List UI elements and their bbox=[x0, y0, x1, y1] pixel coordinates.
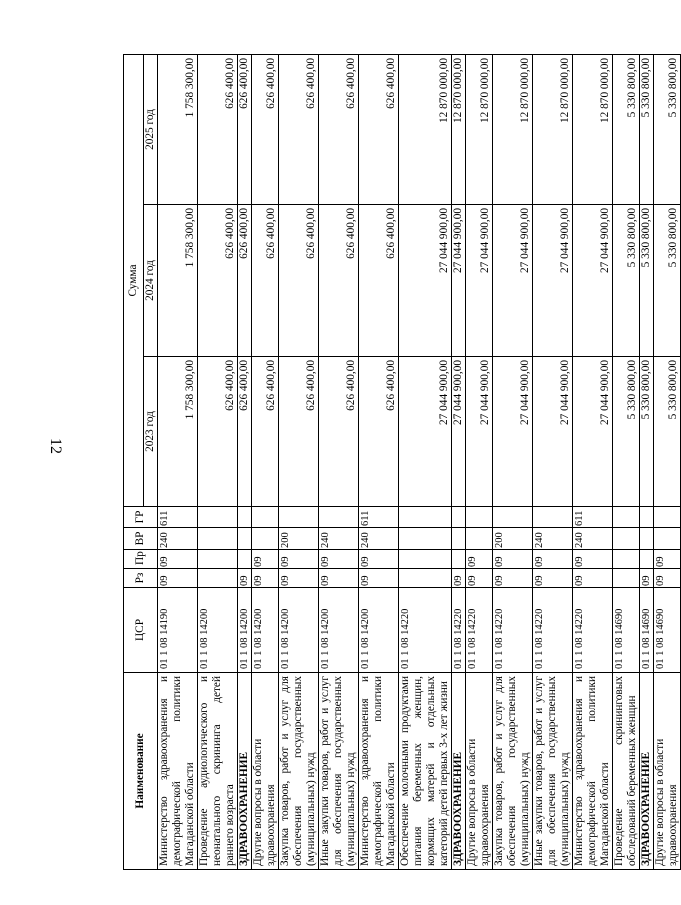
row-vr bbox=[613, 528, 640, 550]
row-name: Закупка товаров, работ и услуг для обеспечения государственных (муниципальных) нужд bbox=[279, 673, 319, 870]
row-sum-2023: 27 044 900,00 bbox=[452, 357, 466, 507]
table-header-row bbox=[124, 55, 144, 870]
row-sum-2025: 12 870 000,00 bbox=[533, 55, 573, 205]
row-gr: 611 bbox=[573, 507, 613, 528]
row-sum-2023: 626 400,00 bbox=[252, 357, 279, 507]
row-rz bbox=[613, 569, 640, 588]
row-pr: 09 bbox=[573, 550, 613, 569]
row-pr: 09 bbox=[466, 550, 493, 569]
row-vr bbox=[399, 528, 452, 550]
row-gr bbox=[198, 507, 238, 528]
row-rz: 09 bbox=[158, 569, 198, 588]
row-sum-2025: 12 870 000,00 bbox=[573, 55, 613, 205]
row-pr: 09 bbox=[319, 550, 359, 569]
table-row bbox=[359, 55, 399, 870]
header-sum: Сумма bbox=[124, 55, 144, 507]
row-csr: 01 1 08 14690 bbox=[640, 588, 654, 673]
row-sum-2024: 5 330 800,00 bbox=[654, 205, 681, 357]
row-name: Обеспечение молочными продуктами питания беременных женщин, кормящих матерей и отдельных категорий детей первых 3-х лет жизни bbox=[399, 673, 452, 870]
row-rz: 09 bbox=[279, 569, 319, 588]
row-gr bbox=[466, 507, 493, 528]
row-vr bbox=[654, 528, 681, 550]
row-sum-2023: 626 400,00 bbox=[279, 357, 319, 507]
row-csr: 01 1 08 14220 bbox=[493, 588, 533, 673]
row-csr: 01 1 08 14220 bbox=[533, 588, 573, 673]
table-row bbox=[640, 55, 654, 870]
row-pr bbox=[238, 550, 252, 569]
header-pr: Пр bbox=[124, 550, 158, 569]
row-sum-2023: 626 400,00 bbox=[319, 357, 359, 507]
row-rz: 09 bbox=[319, 569, 359, 588]
table-row bbox=[319, 55, 359, 870]
row-sum-2024: 1 758 300,00 bbox=[158, 205, 198, 357]
row-gr bbox=[654, 507, 681, 528]
row-gr bbox=[399, 507, 452, 528]
row-pr: 09 bbox=[654, 550, 681, 569]
row-rz: 09 bbox=[640, 569, 654, 588]
header-vr: ВР bbox=[124, 528, 158, 550]
row-vr: 240 bbox=[533, 528, 573, 550]
row-rz: 09 bbox=[654, 569, 681, 588]
row-rz: 09 bbox=[238, 569, 252, 588]
row-pr bbox=[640, 550, 654, 569]
table-row bbox=[654, 55, 681, 870]
row-sum-2025: 12 870 000,00 bbox=[466, 55, 493, 205]
row-name: Министерство здравоохранения и демографической политики Магаданской области bbox=[158, 673, 198, 870]
row-sum-2024: 27 044 900,00 bbox=[573, 205, 613, 357]
row-csr: 01 1 08 14690 bbox=[654, 588, 681, 673]
row-sum-2024: 626 400,00 bbox=[359, 205, 399, 357]
header-rz: Рз bbox=[124, 569, 158, 588]
row-sum-2025: 12 870 000,00 bbox=[452, 55, 466, 205]
row-gr bbox=[238, 507, 252, 528]
row-rz: 09 bbox=[573, 569, 613, 588]
row-name: Иные закупки товаров, работ и услуг для обеспечения государственных (муниципальных) нужд bbox=[533, 673, 573, 870]
row-sum-2023: 27 044 900,00 bbox=[533, 357, 573, 507]
row-csr: 01 1 08 14690 bbox=[613, 588, 640, 673]
row-csr: 01 1 08 14220 bbox=[466, 588, 493, 673]
row-name: ЗДРАВООХРАНЕНИЕ bbox=[640, 673, 654, 870]
table-row bbox=[279, 55, 319, 870]
row-rz: 09 bbox=[493, 569, 533, 588]
row-rz: 09 bbox=[252, 569, 279, 588]
table-row bbox=[238, 55, 252, 870]
row-csr: 01 1 08 14190 bbox=[158, 588, 198, 673]
row-sum-2025: 626 400,00 bbox=[359, 55, 399, 205]
row-vr bbox=[252, 528, 279, 550]
row-gr: 611 bbox=[359, 507, 399, 528]
table-body bbox=[158, 55, 681, 870]
row-name: ЗДРАВООХРАНЕНИЕ bbox=[452, 673, 466, 870]
row-sum-2024: 626 400,00 bbox=[252, 205, 279, 357]
row-sum-2023: 5 330 800,00 bbox=[613, 357, 640, 507]
row-gr bbox=[319, 507, 359, 528]
row-sum-2024: 5 330 800,00 bbox=[613, 205, 640, 357]
row-gr bbox=[493, 507, 533, 528]
row-csr: 01 1 08 14200 bbox=[238, 588, 252, 673]
row-name: Министерство здравоохранения и демографической политики Магаданской области bbox=[359, 673, 399, 870]
row-gr bbox=[279, 507, 319, 528]
row-vr: 240 bbox=[573, 528, 613, 550]
row-pr bbox=[198, 550, 238, 569]
row-name: Министерство здравоохранения и демографической политики Магаданской области bbox=[573, 673, 613, 870]
header-csr: ЦСР bbox=[124, 588, 158, 673]
row-sum-2025: 5 330 800,00 bbox=[613, 55, 640, 205]
table-row bbox=[466, 55, 493, 870]
row-rz: 09 bbox=[466, 569, 493, 588]
row-sum-2025: 12 870 000,00 bbox=[493, 55, 533, 205]
row-vr bbox=[466, 528, 493, 550]
row-vr bbox=[452, 528, 466, 550]
row-vr: 240 bbox=[158, 528, 198, 550]
row-sum-2024: 27 044 900,00 bbox=[399, 205, 452, 357]
row-pr: 09 bbox=[252, 550, 279, 569]
row-sum-2025: 12 870 000,00 bbox=[399, 55, 452, 205]
row-pr bbox=[399, 550, 452, 569]
table-row bbox=[452, 55, 466, 870]
row-sum-2025: 626 400,00 bbox=[198, 55, 238, 205]
row-sum-2025: 626 400,00 bbox=[279, 55, 319, 205]
row-csr: 01 1 08 14220 bbox=[573, 588, 613, 673]
row-pr bbox=[613, 550, 640, 569]
row-rz: 09 bbox=[359, 569, 399, 588]
row-name: ЗДРАВООХРАНЕНИЕ bbox=[238, 673, 252, 870]
row-csr: 01 1 08 14200 bbox=[252, 588, 279, 673]
row-sum-2025: 626 400,00 bbox=[252, 55, 279, 205]
row-sum-2023: 1 758 300,00 bbox=[158, 357, 198, 507]
row-pr: 09 bbox=[533, 550, 573, 569]
header-2024: 2024 год bbox=[144, 205, 158, 357]
header-gr: ГР bbox=[124, 507, 158, 528]
table-row bbox=[533, 55, 573, 870]
budget-table bbox=[123, 54, 681, 870]
row-pr: 09 bbox=[279, 550, 319, 569]
row-name: Проведение аудиологического и неонатального скрининга детей раннего возраста bbox=[198, 673, 238, 870]
row-sum-2024: 626 400,00 bbox=[319, 205, 359, 357]
table-row bbox=[252, 55, 279, 870]
row-rz: 09 bbox=[452, 569, 466, 588]
row-sum-2023: 27 044 900,00 bbox=[493, 357, 533, 507]
row-name: Другие вопросы в области здравоохранения bbox=[466, 673, 493, 870]
row-sum-2024: 27 044 900,00 bbox=[466, 205, 493, 357]
table-row bbox=[198, 55, 238, 870]
row-csr: 01 1 08 14200 bbox=[198, 588, 238, 673]
row-vr: 240 bbox=[359, 528, 399, 550]
header-name: Наименование bbox=[124, 673, 158, 870]
row-sum-2025: 1 758 300,00 bbox=[158, 55, 198, 205]
row-csr: 01 1 08 14220 bbox=[452, 588, 466, 673]
row-sum-2024: 626 400,00 bbox=[279, 205, 319, 357]
row-name: Проведение скрининговых обследований беременных женщин bbox=[613, 673, 640, 870]
row-pr: 09 bbox=[359, 550, 399, 569]
row-sum-2023: 27 044 900,00 bbox=[399, 357, 452, 507]
row-sum-2025: 626 400,00 bbox=[238, 55, 252, 205]
row-name: Другие вопросы в области здравоохранения bbox=[252, 673, 279, 870]
row-pr: 09 bbox=[158, 550, 198, 569]
row-sum-2024: 27 044 900,00 bbox=[533, 205, 573, 357]
row-sum-2023: 27 044 900,00 bbox=[573, 357, 613, 507]
row-vr: 200 bbox=[493, 528, 533, 550]
row-name: Иные закупки товаров, работ и услуг для обеспечения государственных (муниципальных) нужд bbox=[319, 673, 359, 870]
row-vr: 240 bbox=[319, 528, 359, 550]
row-sum-2023: 5 330 800,00 bbox=[654, 357, 681, 507]
row-vr bbox=[238, 528, 252, 550]
row-name: Другие вопросы в области здравоохранения bbox=[654, 673, 681, 870]
row-vr: 200 bbox=[279, 528, 319, 550]
header-2025: 2025 год bbox=[144, 55, 158, 205]
row-csr: 01 1 08 14200 bbox=[359, 588, 399, 673]
row-sum-2023: 626 400,00 bbox=[238, 357, 252, 507]
row-rz bbox=[198, 569, 238, 588]
row-sum-2023: 626 400,00 bbox=[359, 357, 399, 507]
row-sum-2025: 5 330 800,00 bbox=[640, 55, 654, 205]
row-sum-2024: 5 330 800,00 bbox=[640, 205, 654, 357]
table-row bbox=[613, 55, 640, 870]
row-sum-2024: 27 044 900,00 bbox=[493, 205, 533, 357]
row-gr: 611 bbox=[158, 507, 198, 528]
header-2023: 2023 год bbox=[144, 357, 158, 507]
page-number: 12 bbox=[47, 438, 64, 454]
row-sum-2025: 626 400,00 bbox=[319, 55, 359, 205]
row-rz: 09 bbox=[533, 569, 573, 588]
row-gr bbox=[252, 507, 279, 528]
row-sum-2023: 27 044 900,00 bbox=[466, 357, 493, 507]
row-rz bbox=[399, 569, 452, 588]
row-sum-2025: 5 330 800,00 bbox=[654, 55, 681, 205]
table-row bbox=[158, 55, 198, 870]
row-vr bbox=[198, 528, 238, 550]
row-csr: 01 1 08 14200 bbox=[319, 588, 359, 673]
row-pr bbox=[452, 550, 466, 569]
row-gr bbox=[613, 507, 640, 528]
row-sum-2023: 626 400,00 bbox=[198, 357, 238, 507]
table-row bbox=[399, 55, 452, 870]
row-vr bbox=[640, 528, 654, 550]
row-sum-2024: 626 400,00 bbox=[238, 205, 252, 357]
row-csr: 01 1 08 14220 bbox=[399, 588, 452, 673]
row-sum-2023: 5 330 800,00 bbox=[640, 357, 654, 507]
row-gr bbox=[533, 507, 573, 528]
row-gr bbox=[640, 507, 654, 528]
budget-table-rotated bbox=[123, 54, 681, 870]
row-sum-2024: 626 400,00 bbox=[198, 205, 238, 357]
row-csr: 01 1 08 14200 bbox=[279, 588, 319, 673]
table-row bbox=[573, 55, 613, 870]
row-gr bbox=[452, 507, 466, 528]
table-row bbox=[493, 55, 533, 870]
row-sum-2024: 27 044 900,00 bbox=[452, 205, 466, 357]
row-pr: 09 bbox=[493, 550, 533, 569]
row-name: Закупка товаров, работ и услуг для обеспечения государственных (муниципальных) нужд bbox=[493, 673, 533, 870]
